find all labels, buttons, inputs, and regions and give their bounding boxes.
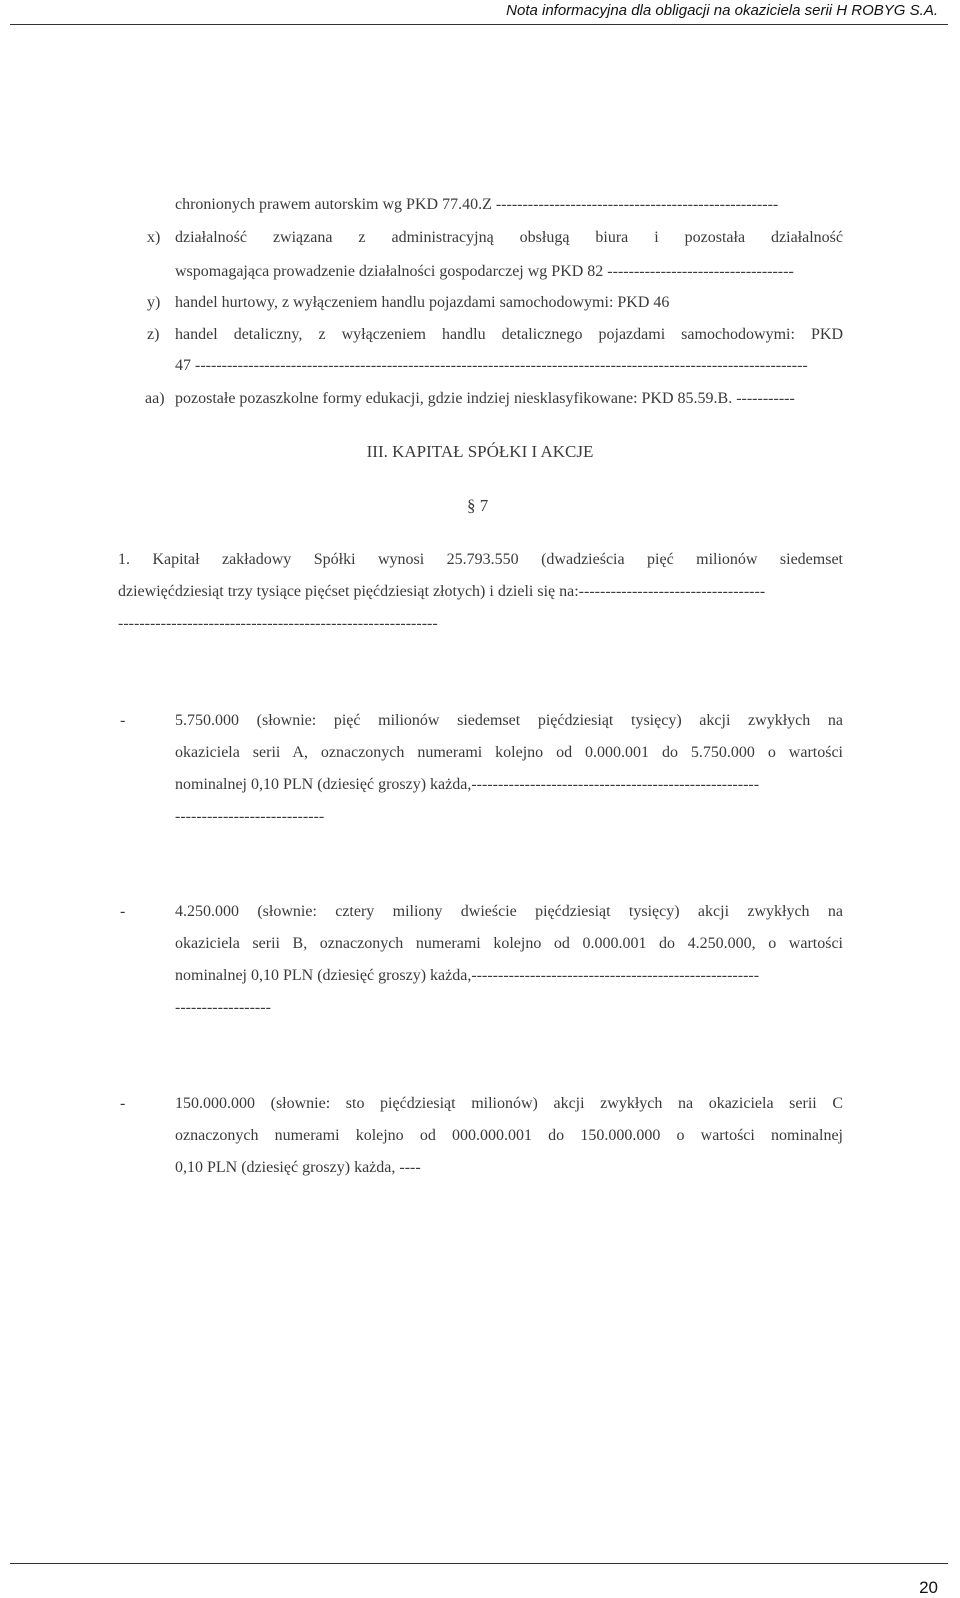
share-item-a-line-1: 5.750.000 (słownie: pięć milionów siedemset pięćdziesiąt tysięcy) akcji zwykłych na — [175, 712, 843, 729]
share-item-c-dash: - — [120, 1095, 126, 1112]
share-item-a-line-3: nominalnej 0,10 PLN (dziesięć groszy) każda,------------------------------------------------------ — [175, 776, 760, 793]
footer-divider — [10, 1563, 948, 1564]
paragraph-1-line-3: ------------------------------------------------------------ — [118, 615, 438, 632]
chapter-heading: III. KAPITAŁ SPÓŁKI I AKCJE — [366, 442, 594, 461]
share-item-c-line-1: 150.000.000 (słownie: sto pięćdziesiąt milionów) akcji zwykłych na okaziciela serii C — [175, 1095, 843, 1112]
list-item-z-line-2: 47 ------------------------------------------------------------------------------------------------------------------- — [175, 357, 808, 374]
document-header-title: Nota informacyjna dla obligacji na okaziciela serii H ROBYG S.A. — [506, 2, 938, 19]
share-item-b-line-4: ------------------ — [175, 999, 271, 1016]
share-item-b-dash: - — [120, 903, 126, 920]
share-item-b-line-1: 4.250.000 (słownie: cztery miliony dwieście pięćdziesiąt tysięcy) akcji zwykłych na — [175, 903, 843, 920]
list-item-x-line-1: działalność związana z administracyjną obsługą biura i pozostała działalność — [175, 229, 843, 246]
share-item-c-line-3: 0,10 PLN (dziesięć groszy) każda, ---- — [175, 1159, 421, 1176]
section-number: § 7 — [467, 496, 489, 515]
list-item-x-line-2: wspomagająca prowadzenie działalności gospodarczej wg PKD 82 ----------------------------------- — [175, 263, 794, 280]
list-label-aa: aa) — [145, 390, 165, 407]
share-item-a-line-4: ---------------------------- — [175, 808, 325, 825]
list-item-aa-line-1: pozostałe pozaszkolne formy edukacji, gdzie indziej niesklasyfikowane: PKD 85.59.B. ----------- — [175, 390, 795, 407]
list-label-x: x) — [147, 229, 161, 246]
share-item-a-dash: - — [120, 712, 126, 729]
header-divider — [10, 24, 948, 25]
list-label-z: z) — [147, 326, 160, 343]
share-item-b-line-3: nominalnej 0,10 PLN (dziesięć groszy) każda,------------------------------------------------------ — [175, 967, 760, 984]
share-item-a-line-2: okaziciela serii A, oznaczonych numerami kolejno od 0.000.001 do 5.750.000 o wartości — [175, 744, 843, 761]
share-item-b-line-2: okaziciela serii B, oznaczonych numerami kolejno od 0.000.001 do 4.250.000, o wartości — [175, 935, 843, 952]
paragraph-1-line-1: 1. Kapitał zakładowy Spółki wynosi 25.793.550 (dwadzieścia pięć milionów siedemset — [118, 551, 843, 568]
share-item-c-line-2: oznaczonych numerami kolejno od 000.000.001 do 150.000.000 o wartości nominalnej — [175, 1127, 843, 1144]
list-item-z-line-1: handel detaliczny, z wyłączeniem handlu detalicznego pojazdami samochodowymi: PKD — [175, 326, 843, 343]
list-label-y: y) — [147, 294, 161, 311]
page-number: 20 — [919, 1578, 938, 1597]
list-item-w-continuation: chronionych prawem autorskim wg PKD 77.40.Z ----------------------------------------------------- — [175, 196, 779, 213]
paragraph-1-line-2: dziewięćdziesiąt trzy tysiące pięćset pięćdziesiąt złotych) i dzieli się na:----------------------------------- — [118, 583, 766, 600]
list-item-y-line-1: handel hurtowy, z wyłączeniem handlu pojazdami samochodowymi: PKD 46 — [175, 294, 670, 311]
